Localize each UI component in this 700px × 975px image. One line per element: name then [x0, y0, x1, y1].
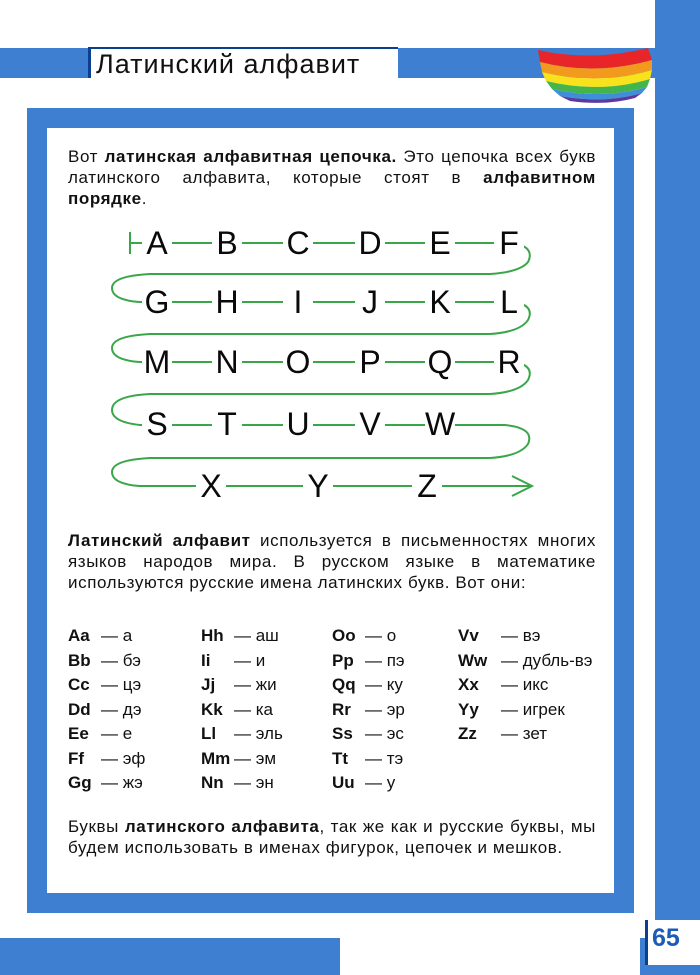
dash: —	[234, 773, 251, 792]
russian-letter-name: и	[251, 650, 266, 670]
chain-letter: N	[212, 344, 242, 380]
latin-letter: Zz	[458, 724, 477, 743]
alphabet-usage-paragraph: Латинский алфавит используется в письменностях многих языков народов мира. В русском языке в математике используются русские имена латинских букв. Вот они:	[68, 531, 596, 592]
dash: —	[234, 650, 251, 670]
chain-letter: S	[142, 406, 172, 442]
russian-letter-name: цэ	[118, 675, 142, 694]
chain-letter: M	[143, 344, 171, 380]
dash: —	[234, 748, 251, 768]
latin-letter: Xx	[458, 675, 479, 694]
letter-name-entry	[68, 624, 132, 648]
dash: —	[234, 699, 251, 719]
russian-letter-name: эм	[251, 748, 277, 768]
closing-paragraph: Буквы латинского алфавита, так же как и русские буквы, мы будем использовать в именах фигурок, цепочек и мешков.	[68, 817, 596, 857]
dash: —	[101, 699, 118, 719]
chain-letter: Q	[425, 344, 455, 380]
russian-letter-name: бэ	[118, 650, 141, 670]
letter-name-entry	[201, 649, 265, 673]
letter-name-entry	[68, 771, 143, 795]
dash: —	[365, 675, 382, 694]
russian-letter-name: вэ	[518, 626, 541, 645]
russian-letter-name: о	[382, 626, 397, 645]
chain-letter: K	[425, 284, 455, 320]
latin-letter: Oo	[332, 626, 356, 645]
russian-letter-name: жэ	[118, 773, 143, 792]
latin-letter: Hh	[201, 626, 224, 645]
letter-name-entry	[68, 649, 141, 673]
latin-letter: Kk	[201, 699, 223, 719]
latin-letter: Ff	[68, 748, 85, 768]
letter-name-entry	[458, 673, 548, 697]
latin-letter: Aa	[68, 626, 90, 645]
dash: —	[501, 699, 518, 719]
russian-letter-name: ка	[251, 699, 273, 719]
russian-letter-name: дэ	[118, 699, 142, 719]
dash: —	[501, 724, 518, 743]
latin-letter: Gg	[68, 773, 92, 792]
dash: —	[365, 650, 382, 670]
page-title: Латинский алфавит	[96, 49, 361, 79]
letter-name-entry	[332, 673, 403, 697]
dash: —	[101, 626, 118, 645]
chain-letter: P	[355, 344, 385, 380]
letter-name-entry	[68, 673, 141, 697]
latin-letter: Jj	[201, 675, 216, 694]
dash: —	[365, 748, 382, 768]
latin-letter: Cc	[68, 675, 90, 694]
chain-letter: V	[355, 406, 385, 442]
chain-letter: G	[142, 284, 172, 320]
letter-name-entry	[201, 624, 279, 648]
dash: —	[101, 724, 118, 743]
chain-letter: Z	[412, 468, 442, 504]
russian-letter-name: тэ	[382, 748, 404, 768]
dash: —	[234, 724, 251, 743]
russian-letter-name: зет	[518, 724, 548, 743]
letter-name-entry	[458, 722, 547, 746]
latin-letter: Yy	[458, 699, 479, 719]
chain-letter: J	[355, 284, 385, 320]
dash: —	[101, 748, 118, 768]
russian-letter-name: у	[382, 773, 396, 792]
letter-name-entry	[201, 722, 283, 746]
letter-name-entry	[458, 649, 592, 673]
chain-letter: R	[494, 344, 524, 380]
letter-name-entry	[332, 698, 405, 722]
chain-letter: F	[494, 225, 524, 261]
russian-letter-name: эс	[382, 724, 404, 743]
russian-letter-name: эр	[382, 699, 405, 719]
page-number: 65	[652, 924, 680, 952]
latin-letter: Ww	[458, 650, 488, 670]
letter-name-entry	[68, 747, 145, 771]
chain-letter: L	[494, 284, 524, 320]
chain-letter: B	[212, 225, 242, 261]
dash: —	[501, 675, 518, 694]
dash: —	[501, 626, 518, 645]
chain-letter: O	[283, 344, 313, 380]
letter-name-entry	[201, 698, 273, 722]
dash: —	[234, 675, 251, 694]
russian-letter-name: эф	[118, 748, 146, 768]
letter-name-entry	[201, 747, 276, 771]
chain-letter: A	[142, 225, 172, 261]
dash: —	[501, 650, 518, 670]
letter-name-entry	[201, 673, 277, 697]
letter-name-entry	[332, 771, 395, 795]
chain-letter: Y	[303, 468, 333, 504]
letter-name-entry	[332, 649, 405, 673]
russian-letter-name: е	[118, 724, 133, 743]
chain-letter: W	[425, 406, 456, 442]
dash: —	[101, 650, 118, 670]
russian-letter-name: дубль-вэ	[518, 650, 593, 670]
letter-name-entry	[458, 698, 565, 722]
dash: —	[101, 773, 118, 792]
russian-letter-name: а	[118, 626, 133, 645]
chain-letter: I	[283, 284, 313, 320]
letter-name-entry	[68, 722, 132, 746]
latin-letter: Qq	[332, 675, 356, 694]
latin-letter: Ss	[332, 724, 353, 743]
russian-letter-name: жи	[251, 675, 277, 694]
russian-letter-name: аш	[251, 626, 279, 645]
russian-letter-name: эль	[251, 724, 283, 743]
dash: —	[365, 626, 382, 645]
latin-letter: Tt	[332, 748, 349, 768]
letter-name-entry	[332, 624, 396, 648]
latin-letter: Bb	[68, 650, 91, 670]
letter-name-entry	[458, 624, 540, 648]
chain-letter: C	[283, 225, 313, 261]
russian-letter-name: пэ	[382, 650, 405, 670]
letter-name-entry	[332, 722, 404, 746]
chain-letter: D	[355, 225, 385, 261]
dash: —	[365, 699, 382, 719]
latin-letter: Rr	[332, 699, 351, 719]
russian-letter-name: игрек	[518, 699, 565, 719]
latin-letter: Vv	[458, 626, 479, 645]
intro-paragraph: Вот латинская алфавитная цепочка. Это цепочка всех букв латинского алфавита, которые стоят в алфавитном порядке.	[68, 147, 596, 208]
bottom-white-area	[340, 938, 640, 975]
chain-letter: E	[425, 225, 455, 261]
latin-letter: Pp	[332, 650, 354, 670]
latin-letter: Ee	[68, 724, 89, 743]
letter-name-entry	[201, 771, 274, 795]
latin-letter: Ii	[201, 650, 211, 670]
chain-letter: U	[283, 406, 313, 442]
chain-letter: T	[212, 406, 242, 442]
latin-letter: Ll	[201, 724, 217, 743]
chain-letter: X	[196, 468, 226, 504]
latin-letter: Uu	[332, 773, 355, 792]
russian-letter-name: икс	[518, 675, 549, 694]
latin-letter: Dd	[68, 699, 91, 719]
dash: —	[101, 675, 118, 694]
russian-letter-name: ку	[382, 675, 403, 694]
latin-letter: Mm	[201, 748, 231, 768]
dash: —	[365, 773, 382, 792]
russian-letter-name: эн	[251, 773, 274, 792]
letter-name-entry	[68, 698, 142, 722]
dash: —	[365, 724, 382, 743]
latin-letter: Nn	[201, 773, 224, 792]
dash: —	[234, 626, 251, 645]
letter-name-entry	[332, 747, 403, 771]
chain-letter: H	[212, 284, 242, 320]
